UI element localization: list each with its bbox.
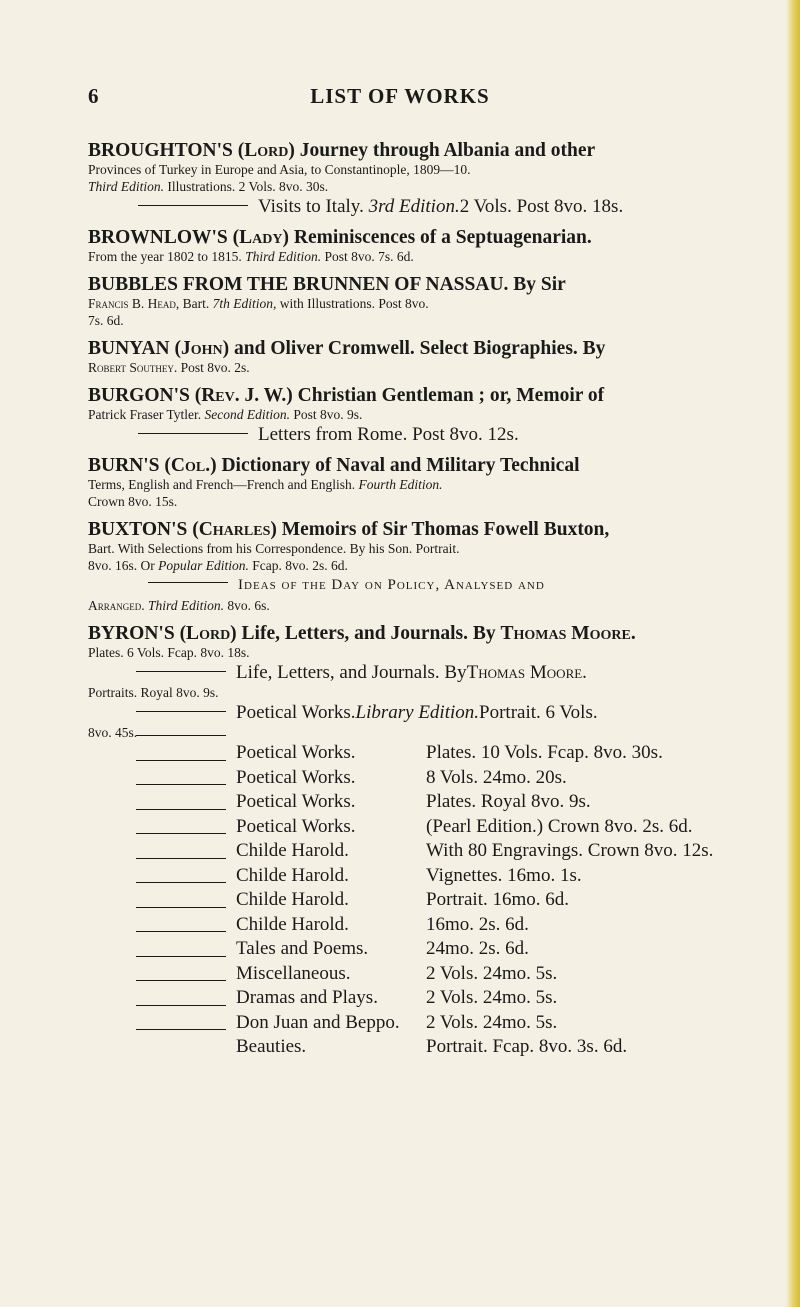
author-name: BURN'S (88, 455, 160, 476)
ditto-dash (136, 784, 226, 785)
sub-work: Visits to Italy. 3rd Edition. 2 Vols. Post 8vo. 18s. (88, 195, 748, 218)
edition-title: Don Juan and Beppo. (236, 1011, 400, 1033)
sub-work: Life, Letters, and Journals. By Thomas Moore. (88, 661, 748, 684)
ditto-dash (138, 205, 248, 206)
edition-row (88, 962, 748, 987)
sub-work: Letters from Rome. Post 8vo. 12s. (88, 423, 748, 446)
edition-details: 2 Vols. 24mo. 5s. (426, 1011, 558, 1033)
edition-row (88, 888, 748, 913)
entry-byron: BYRON'S (Lord) Life, Letters, and Journals. By Thomas Moore. Plates. 6 Vols. Fcap. 8vo. 18s. Life, Letters, and Journals. By Thomas Moore. Portraits. Royal 8vo. 9s. Poetical Works. Library Edition. Portrait. 6 Vols. 8vo. 45s. Poetical Works. Plates. 10 Vols. Fcap. 8vo. 30s. Poetical Works. 8 Vols. 24mo. 20s. Poetical Works. Plates. Royal 8vo. 9s. Poetical Works. (Pearl Edition.) Crown 8vo. 2s. 6d. Childe Harold. With 80 Engravings. Crown 8vo. 12s. Childe Harold. Vignettes. 16mo. 1s. Childe Harold. Portrait. 16mo. 6d. Childe Harold. 16mo. 2s. 6d. Tales and Poems. 24mo. 2s. 6d. Miscellaneous. 2 Vols. 24mo. 5s. Dramas and Plays. 2 Vols. 24mo. 5s. Don Juan and Beppo. 2 Vols. 24mo. 5s. Beauties. Portrait. Fcap. 8vo. 3s. 6d. (88, 623, 748, 1060)
edition-title: Beauties. (236, 1036, 307, 1057)
ditto-dash (136, 833, 226, 834)
edition-row (88, 839, 748, 864)
edition-details: 2 Vols. 24mo. 5s. (426, 962, 558, 984)
author-name: BROUGHTON'S (88, 140, 233, 161)
ditto-dash (136, 1029, 226, 1030)
page-edge (786, 0, 800, 1307)
edition-details: 24mo. 2s. 6d. (426, 938, 529, 959)
entry-brownlow: BROWNLOW'S (Lady) Reminiscences of a Septuagenarian. From the year 1802 to 1815. Third Edition. Post 8vo. 7s. 6d. (88, 227, 592, 264)
edition-title: Poetical Works. (236, 766, 356, 788)
work-title: BUBBLES FROM THE BRUNNEN OF NASSAU. (88, 274, 509, 295)
edition-title: Childe Harold. (236, 840, 349, 861)
edition-row (88, 986, 748, 1011)
ditto-dash (136, 980, 226, 981)
ditto-dash (136, 956, 226, 957)
edition-details: (Pearl Edition.) Crown 8vo. 2s. 6d. (426, 815, 693, 837)
running-title: LIST OF WORKS (310, 84, 490, 108)
edition-title: Poetical Works. (236, 791, 356, 812)
edition-details: With 80 Engravings. Crown 8vo. 12s. (426, 840, 714, 861)
ditto-dash (136, 1005, 226, 1006)
ditto-dash (136, 711, 226, 712)
author-name: BUXTON'S (88, 519, 188, 540)
edition-title: Miscellaneous. (236, 962, 351, 984)
edition-title: Childe Harold. (236, 889, 349, 910)
entry-burgon: BURGON'S (Rev. J. W.) Christian Gentleman ; or, Memoir of Patrick Fraser Tytler. Second Edition. Post 8vo. 9s. Letters from Rome. Post 8vo. 12s. (88, 385, 748, 446)
ditto-dash (136, 858, 226, 859)
author-name: BUNYAN (88, 338, 170, 359)
edition-details: Plates. Royal 8vo. 9s. (426, 791, 591, 812)
edition-details: Plates. 10 Vols. Fcap. 8vo. 30s. (426, 742, 663, 763)
ditto-dash (136, 931, 226, 932)
edition-title: Poetical Works. (236, 815, 356, 837)
ditto-dash (136, 882, 226, 883)
edition-details: Portrait. 16mo. 6d. (426, 889, 570, 910)
sub-work: Ideas of the Day on Policy, Analysed and (88, 574, 748, 597)
edition-row (88, 766, 748, 791)
ditto-dash (136, 907, 226, 908)
edition-row (88, 741, 748, 766)
page-number: 6 (88, 84, 99, 108)
entry-buxton: BUXTON'S (Charles) Memoirs of Sir Thomas Fowell Buxton, Bart. With Selections from his Correspondence. By his Son. Portrait. 8vo. 16s. Or Popular Edition. Fcap. 8vo. 2s. 6d. Ideas of the Day on Policy, Analysed and Arranged. Third Edition. 8vo. 6s. (88, 519, 748, 614)
edition-title: Tales and Poems. (236, 938, 369, 959)
entry-bubbles: BUBBLES FROM THE BRUNNEN OF NASSAU. By Sir Francis B. Head, Bart. 7th Edition, with Illustrations. Post 8vo. 7s. 6d. (88, 274, 566, 328)
ditto-dash (136, 735, 226, 736)
edition-row (88, 864, 748, 889)
edition-row (88, 937, 748, 962)
edition-row (88, 790, 748, 815)
ditto-dash (138, 433, 248, 434)
page-header (0, 84, 800, 114)
sub-work: Poetical Works. Library Edition. Portrait. 6 Vols. (88, 701, 748, 724)
byron-editions (88, 741, 748, 1060)
edition-title: Poetical Works. (236, 742, 356, 763)
author-name: BYRON'S (88, 623, 175, 644)
entry-broughton: BROUGHTON'S (Lord) Journey through Albania and other Provinces of Turkey in Europe and Asia, to Constantinople, 1809—10. Third Edition. Illustrations. 2 Vols. 8vo. 30s. Visits to Italy. 3rd Edition. 2 Vols. Post 8vo. 18s. (88, 140, 748, 218)
edition-row (88, 1035, 748, 1060)
author-name: BURGON'S (88, 385, 190, 406)
ditto-dash (136, 760, 226, 761)
ditto-dash (136, 671, 226, 672)
edition-details: 8 Vols. 24mo. 20s. (426, 766, 567, 788)
works-list (88, 140, 748, 1069)
edition-title: Childe Harold. (236, 913, 349, 935)
edition-title: Childe Harold. (236, 864, 349, 886)
edition-row (88, 1011, 748, 1036)
ditto-dash (148, 582, 228, 583)
entry-bunyan: BUNYAN (John) and Oliver Cromwell. Select Biographies. By Robert Southey. Post 8vo. 2s. (88, 338, 606, 375)
edition-details: Vignettes. 16mo. 1s. (426, 864, 582, 886)
edition-details: Portrait. Fcap. 8vo. 3s. 6d. (426, 1036, 628, 1057)
edition-title: Dramas and Plays. (236, 987, 378, 1008)
edition-details: 2 Vols. 24mo. 5s. (426, 987, 558, 1008)
author-name: BROWNLOW'S (88, 227, 228, 248)
edition-row (88, 815, 748, 840)
edition-details: 16mo. 2s. 6d. (426, 913, 529, 935)
edition-row (88, 913, 748, 938)
ditto-dash (136, 809, 226, 810)
entry-burn: BURN'S (Col.) Dictionary of Naval and Military Technical Terms, English and French—French and English. Fourth Edition. Crown 8vo. 15s. (88, 455, 580, 509)
